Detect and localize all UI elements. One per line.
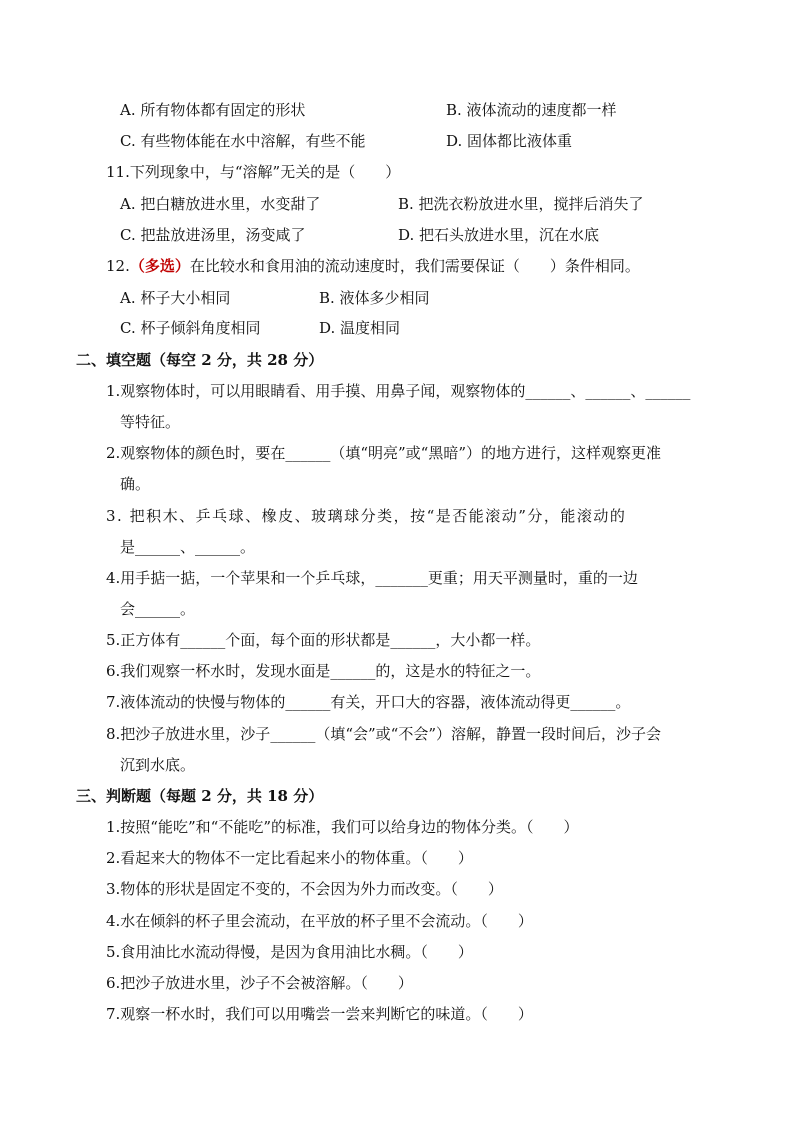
q11-option-b: B. 把洗衣粉放进水里，搅拌后消失了 — [398, 195, 644, 213]
judge-item-7: 7.观察一杯水时，我们可以用嘴尝一尝来判断它的味道。（ ） — [106, 1005, 533, 1023]
q12-option-d: D. 温度相同 — [319, 319, 401, 337]
fill-q8-line2: 沉到水底。 — [120, 756, 196, 774]
multi-select-tag: （多选） — [129, 257, 190, 275]
q12-option-c: C. 杯子倾斜角度相同 — [120, 319, 261, 337]
q12-number: 12. — [106, 257, 130, 275]
fill-q3-line2: 是______、______。 — [120, 538, 256, 556]
q10-option-a: A. 所有物体都有固定的形状 — [120, 101, 306, 119]
judge-section-heading: 三、判断题（每题 2 分，共 18 分） — [76, 787, 324, 805]
fill-q1-line2: 等特征。 — [120, 413, 181, 431]
fill-q4-line2: 会______。 — [120, 600, 196, 618]
fill-section-heading: 二、填空题（每空 2 分，共 28 分） — [76, 351, 324, 369]
q10-option-b: B. 液体流动的速度都一样 — [446, 101, 617, 119]
fill-q1-line1: 1.观察物体时，可以用眼睛看、用手摸、用鼻子闻，观察物体的______、______、______ — [106, 382, 691, 400]
fill-q2-line2: 确。 — [120, 475, 151, 493]
q11-option-d: D. 把石头放进水里，沉在水底 — [398, 226, 600, 244]
q11-option-a: A. 把白糖放进水里，水变甜了 — [120, 195, 321, 213]
fill-q8-line1: 8.把沙子放进水里，沙子______（填“会”或“不会”）溶解，静置一段时间后，沙子会 — [106, 725, 661, 743]
judge-item-5: 5.食用油比水流动得慢，是因为食用油比水稠。（ ） — [106, 943, 473, 961]
q11-stem: 11.下列现象中，与“溶解”无关的是（ ） — [106, 163, 401, 181]
q12-stem — [106, 256, 640, 276]
fill-q2-line1: 2.观察物体的颜色时，要在______（填“明亮”或“黑暗”）的地方进行，这样观察更准 — [106, 444, 661, 462]
q11-option-c: C. 把盐放进汤里，汤变咸了 — [120, 226, 306, 244]
q10-option-d: D. 固体都比液体重 — [446, 132, 573, 150]
fill-q3-line1: 3. 把积木、乒乓球、橡皮、玻璃球分类，按“是否能滚动”分，能滚动的 — [106, 507, 627, 525]
q12-text: 在比较水和食用油的流动速度时，我们需要保证（ ）条件相同。 — [189, 257, 640, 275]
q12-option-b: B. 液体多少相同 — [319, 289, 430, 307]
fill-q4-line1: 4.用手掂一掂，一个苹果和一个乒乓球，_______更重；用天平测量时，重的一边 — [106, 569, 638, 587]
judge-item-2: 2.看起来大的物体不一定比看起来小的物体重。（ ） — [106, 849, 473, 867]
q10-option-c: C. 有些物体能在水中溶解，有些不能 — [120, 132, 366, 150]
fill-q6: 6.我们观察一杯水时，发现水面是______的，这是水的特征之一。 — [106, 662, 541, 680]
judge-item-1: 1.按照“能吃”和“不能吃”的标准，我们可以给身边的物体分类。（ ） — [106, 818, 579, 836]
judge-item-4: 4.水在倾斜的杯子里会流动，在平放的杯子里不会流动。（ ） — [106, 912, 533, 930]
judge-item-6: 6.把沙子放进水里，沙子不会被溶解。（ ） — [106, 974, 413, 992]
judge-item-3: 3.物体的形状是固定不变的，不会因为外力而改变。（ ） — [106, 880, 503, 898]
fill-q7: 7.液体流动的快慢与物体的______有关，开口大的容器，液体流动得更______。 — [106, 693, 631, 711]
fill-q5: 5.正方体有______个面，每个面的形状都是______，大小都一样。 — [106, 631, 541, 649]
q12-option-a: A. 杯子大小相同 — [120, 289, 231, 307]
